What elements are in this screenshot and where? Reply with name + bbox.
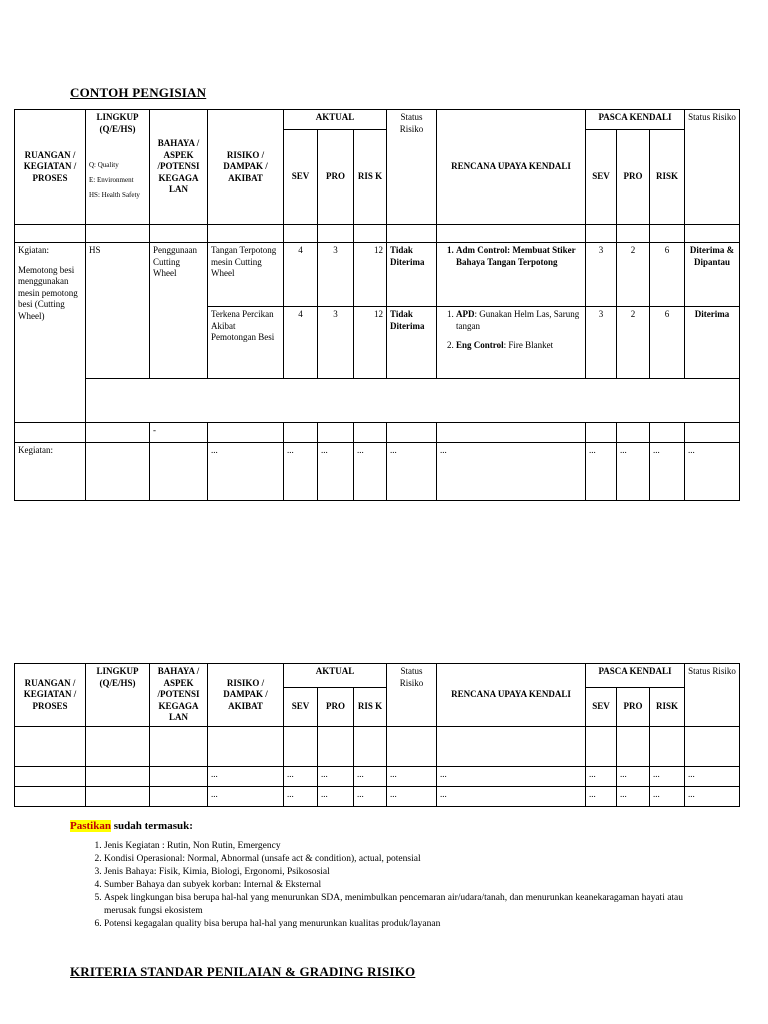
header-pasca-sev: SEV xyxy=(586,130,617,225)
placeholder-cell: ... xyxy=(685,786,740,806)
placeholder-cell: ... xyxy=(208,443,284,501)
pasca-sev-value: 3 xyxy=(586,307,617,379)
placeholder-cell: ... xyxy=(284,443,318,501)
placeholder-cell: ... xyxy=(318,786,354,806)
ris-value: 12 xyxy=(354,307,387,379)
placeholder-cell: ... xyxy=(437,786,586,806)
table-row xyxy=(15,726,740,766)
list-item: 3. Jenis Bahaya: Fisik, Kimia, Biologi, Ergonomi, Psikososial xyxy=(104,866,684,879)
table-row xyxy=(15,379,740,423)
placeholder-cell: ... xyxy=(284,766,318,786)
header-aktual: AKTUAL xyxy=(284,664,387,688)
header-pro: PRO xyxy=(318,688,354,726)
list-item: 6. Potensi kegagalan quality bisa berupa hal-hal yang menurunkan kualitas produk/layanan xyxy=(104,918,684,931)
header-pasca-sev: SEV xyxy=(586,688,617,726)
page-title: CONTOH PENGISIAN xyxy=(70,85,207,100)
header-pro: PRO xyxy=(318,130,354,225)
pasca-pro-value: 2 xyxy=(617,243,650,307)
placeholder-cell: ... xyxy=(437,766,586,786)
sev-value: 4 xyxy=(284,307,318,379)
placeholder-cell: ... xyxy=(586,443,617,501)
header-pasca-risk: RISK xyxy=(650,130,685,225)
status-value: Tidak Diterima xyxy=(387,243,437,307)
header-ruangan: RUANGAN / KEGIATAN / PROSES xyxy=(15,110,86,225)
pasca-sev-value: 3 xyxy=(586,243,617,307)
checklist xyxy=(88,840,684,931)
list-item: 2. Kondisi Operasional: Normal, Abnormal (unsafe act & condition), actual, potensial xyxy=(104,853,684,866)
placeholder-cell: ... xyxy=(586,766,617,786)
placeholder-cell: ... xyxy=(437,443,586,501)
placeholder-cell: ... xyxy=(650,766,685,786)
header-aktual: AKTUAL xyxy=(284,110,387,130)
pasca-pro-value: 2 xyxy=(617,307,650,379)
header-pasca-pro: PRO xyxy=(617,130,650,225)
lingkup-cell: HS xyxy=(86,243,150,379)
header-lingkup: LINGKUP (Q/E/HS) xyxy=(86,664,150,727)
placeholder-cell: ... xyxy=(586,786,617,806)
kegiatan-cell: Kegiatan: xyxy=(15,443,86,501)
header-status: Status Risiko xyxy=(387,110,437,225)
placeholder-cell: ... xyxy=(354,443,387,501)
header-risiko: RISIKO / DAMPAK / AKIBAT xyxy=(208,664,284,727)
blank-risk-table xyxy=(14,663,740,807)
list-item: 1. Jenis Kegiatan : Rutin, Non Rutin, Emergency xyxy=(104,840,684,853)
placeholder-cell: ... xyxy=(208,766,284,786)
risiko-cell: Tangan Terpotong mesin Cutting Wheel xyxy=(208,243,284,307)
placeholder-cell: ... xyxy=(617,766,650,786)
header-pasca-risk: RISK xyxy=(650,688,685,726)
placeholder-cell: ... xyxy=(617,443,650,501)
risiko-cell: Terkena Percikan Akibat Pemotongan Besi xyxy=(208,307,284,379)
placeholder-cell: ... xyxy=(318,443,354,501)
placeholder-cell: ... xyxy=(617,786,650,806)
table-row xyxy=(15,443,740,501)
placeholder-cell: ... xyxy=(284,786,318,806)
highlight-text: Pastikan xyxy=(70,820,111,832)
table-row xyxy=(15,243,740,307)
header-pasca-pro: PRO xyxy=(617,688,650,726)
table-row xyxy=(15,225,740,243)
header-rencana: RENCANA UPAYA KENDALI xyxy=(437,110,586,225)
bahaya-cell: Penggunaan Cutting Wheel xyxy=(150,243,208,379)
header-bahaya: BAHAYA / ASPEK /POTENSI KEGAGA LAN xyxy=(150,664,208,727)
table-row xyxy=(15,766,740,786)
list-item: 4. Sumber Bahaya dan subyek korban: Internal & Eksternal xyxy=(104,879,684,892)
header-ris: RIS K xyxy=(354,688,387,726)
header-pasca: PASCA KENDALI xyxy=(586,664,685,688)
pasca-risk-value: 6 xyxy=(650,243,685,307)
kegiatan-cell: Kgiatan: Memotong besi menggunakan mesin pemotong besi (Cutting Wheel) xyxy=(15,243,86,423)
placeholder-cell: ... xyxy=(685,766,740,786)
example-risk-table xyxy=(14,109,740,501)
placeholder-cell: ... xyxy=(387,786,437,806)
placeholder-cell: ... xyxy=(318,766,354,786)
pro-value: 3 xyxy=(318,243,354,307)
table-row xyxy=(15,786,740,806)
placeholder-cell: ... xyxy=(387,766,437,786)
plan-cell: 1. APD: Gunakan Helm Las, Sarung tangan 2. Eng Control: Fire Blanket xyxy=(437,307,586,379)
list-item: 5. Aspek lingkungan bisa berupa hal-hal yang menurunkan SDA, menimbulkan pencemaran air/udara/tanah, dan menurunkan keanekaragaman hayati atau merusak fungsi ekosistem xyxy=(104,892,684,918)
placeholder-cell: ... xyxy=(685,443,740,501)
header-rencana: RENCANA UPAYA KENDALI xyxy=(437,664,586,727)
pasca-status-value: Diterima & Dipantau xyxy=(685,243,740,307)
header-status: Status Risiko xyxy=(387,664,437,727)
header-risiko: RISIKO / DAMPAK / AKIBAT xyxy=(208,110,284,225)
header-ris: RIS K xyxy=(354,130,387,225)
ris-value: 12 xyxy=(354,243,387,307)
note-text: sudah termasuk: xyxy=(110,820,193,832)
checklist-note xyxy=(70,820,193,832)
placeholder-cell: ... xyxy=(208,786,284,806)
pasca-status-value: Diterima xyxy=(685,307,740,379)
header-lingkup: LINGKUP (Q/E/HS) Q: Quality E: Environment HS: Health Safety xyxy=(86,110,150,225)
plan-cell: 1. Adm Control: Membuat Stiker Bahaya Tangan Terpotong xyxy=(437,243,586,307)
placeholder-cell: ... xyxy=(354,766,387,786)
pro-value: 3 xyxy=(318,307,354,379)
header-pasca: PASCA KENDALI xyxy=(586,110,685,130)
placeholder-cell: ... xyxy=(387,443,437,501)
sev-value: 4 xyxy=(284,243,318,307)
header-sev: SEV xyxy=(284,130,318,225)
header-bahaya: BAHAYA / ASPEK /POTENSI KEGAGA LAN xyxy=(150,110,208,225)
header-status-pasca: Status Risiko xyxy=(685,664,740,727)
table-row xyxy=(15,423,740,443)
section-title: KRITERIA STANDAR PENILAIAN & GRADING RISIKO xyxy=(70,964,416,979)
header-sev: SEV xyxy=(284,688,318,726)
pasca-risk-value: 6 xyxy=(650,307,685,379)
dash-cell: - xyxy=(150,423,208,443)
header-ruangan: RUANGAN / KEGIATAN / PROSES xyxy=(15,664,86,727)
status-value: Tidak Diterima xyxy=(387,307,437,379)
header-status-pasca: Status Risiko xyxy=(685,110,740,225)
placeholder-cell: ... xyxy=(650,786,685,806)
placeholder-cell: ... xyxy=(650,443,685,501)
placeholder-cell: ... xyxy=(354,786,387,806)
